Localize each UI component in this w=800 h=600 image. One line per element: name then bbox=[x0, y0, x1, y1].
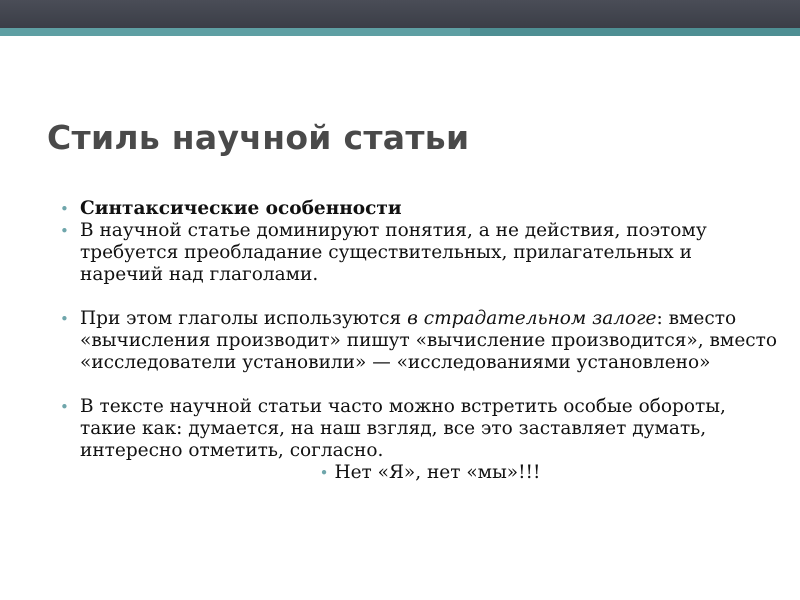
bullet-icon: • bbox=[319, 464, 329, 482]
list-item-italic: в страдательном залоге bbox=[407, 308, 657, 329]
bullet-icon: • bbox=[60, 222, 69, 240]
list-item-text: В тексте научной статьи часто можно встретить особые обороты, такие как: думается, на наш взгляд, все это заставляет думать, интересно отметить, согласно. bbox=[80, 396, 726, 461]
list-item bbox=[60, 308, 780, 374]
bullet-icon: • bbox=[60, 200, 69, 218]
list-item bbox=[60, 396, 780, 462]
list-item-text: Нет «Я», нет «мы»!!! bbox=[334, 462, 541, 483]
bullet-icon: • bbox=[60, 310, 69, 328]
list-item bbox=[60, 198, 780, 220]
list-item bbox=[60, 462, 780, 484]
top-bar bbox=[0, 0, 800, 28]
list-item-text: : вместо «вычисления производит» пишут «вычисление производится», вместо «исследователи установили» — «исследованиями установлено» bbox=[80, 308, 778, 373]
slide-title: Стиль научной статьи bbox=[47, 118, 470, 157]
bullet-icon: • bbox=[60, 398, 69, 416]
accent-strip bbox=[0, 28, 800, 36]
slide-content bbox=[60, 198, 780, 484]
list-item bbox=[60, 220, 780, 286]
list-item-text: В научной статье доминируют понятия, а не действия, поэтому требуется преобладание существительных, прилагательных и наречий над глаголами. bbox=[80, 220, 707, 285]
list-item-text: При этом глаголы используются bbox=[80, 308, 408, 329]
list-item-text: Синтаксические особенности bbox=[80, 198, 402, 219]
